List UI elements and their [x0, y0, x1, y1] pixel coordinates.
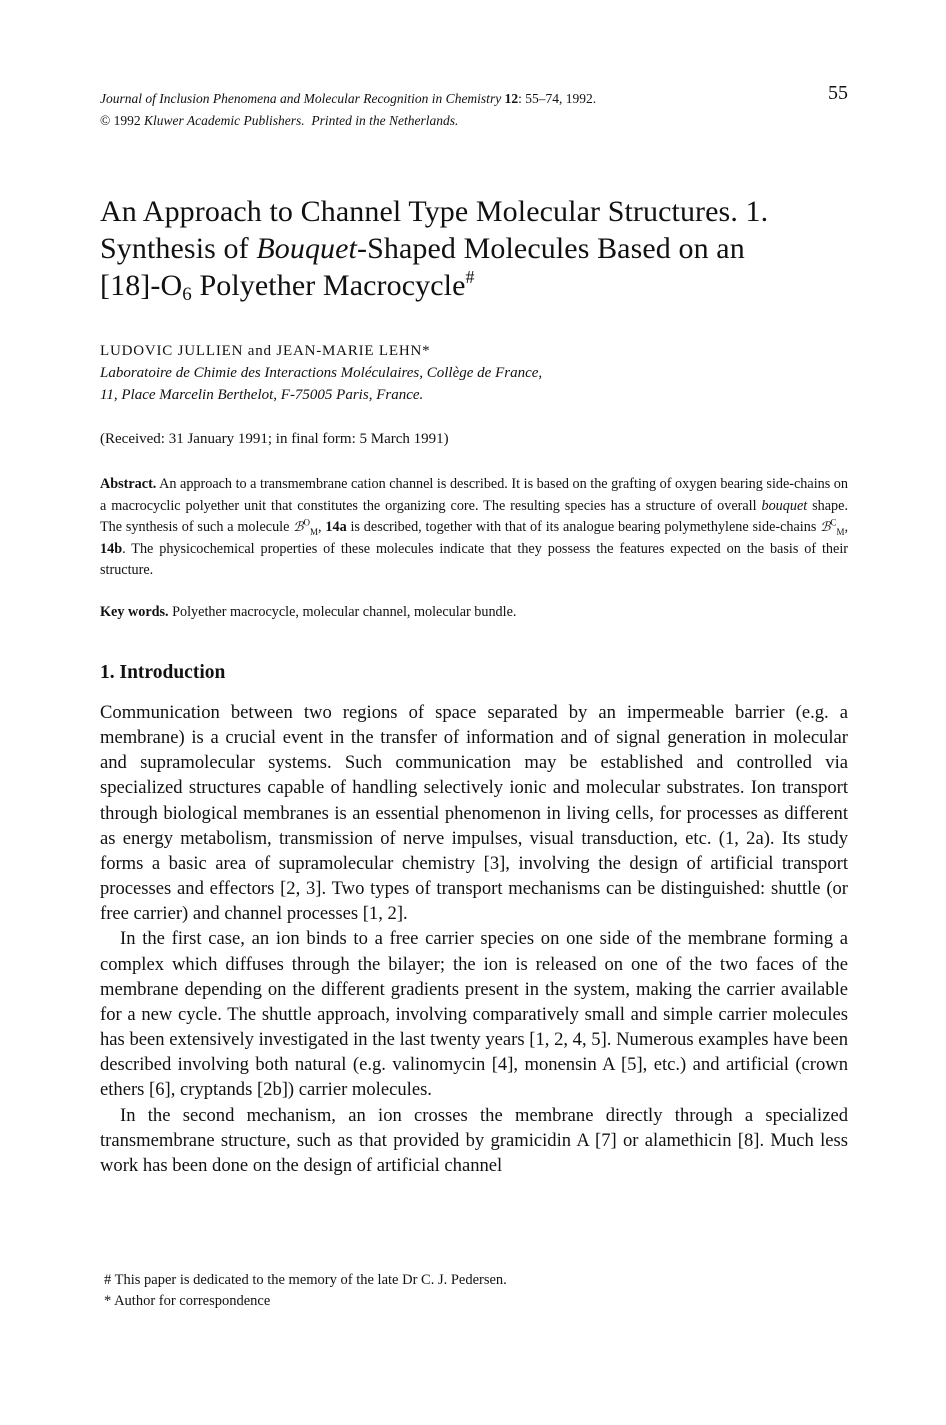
- footnote-mark: *: [104, 1293, 112, 1309]
- journal-name: Journal of Inclusion Phenomena and Molecular Recognition in Chemistry: [100, 91, 502, 106]
- paper-title: [100, 193, 860, 304]
- abstract-label: Abstract.: [100, 476, 157, 492]
- title-line-1: An Approach to Channel Type Molecular Structures. 1.: [100, 195, 769, 228]
- keywords-label: Key words.: [100, 604, 169, 620]
- title-italic: Bouquet: [256, 232, 357, 265]
- symbol-subscript: M: [309, 526, 318, 537]
- title-text: [18]-O: [100, 269, 183, 302]
- journal-citation: [100, 88, 740, 132]
- abstract-text: shape. The synthesis of such a molecule: [100, 497, 848, 535]
- paragraph-3: In the second mechanism, an ion crosses the membrane directly through a specialized transmembrane structure, such as that provided by gramicidin A [7] or alamethicin [8]. Much less work has been done on the design of artificial channel: [100, 1104, 848, 1176]
- footnote-mark: #: [104, 1272, 112, 1288]
- bouquet-symbol: ℬ: [820, 520, 831, 535]
- title-footnote-mark: #: [465, 267, 475, 287]
- title-line-2: [100, 230, 860, 267]
- symbol-superscript: C: [830, 517, 837, 528]
- affiliation-line-1: Laboratoire de Chimie des Interactions Moléculaires, Collège de France,: [100, 365, 543, 381]
- keywords-text: Polyether macrocycle, molecular channel, molecular bundle.: [168, 604, 517, 620]
- paragraph-1: Communication between two regions of space separated by an impermeable barrier (e.g. a membrane) is a crucial event in the transfer of information and of signal generation in molecular and supramolecular systems. Such communication may be established and controlled via specialized structures capable of handling selectively ionic and molecular substrates. Ion transport through biological membranes is an essential phenomenon in living cells, for processes as different as energy metabolism, transmission of nerve impulses, visual transduction, etc. (1, 2a). Its study forms a basic area of supramolecular chemistry [3], involving the design of artificial transport processes and effectors [2, 3]. Two types of transport mechanisms can be distinguished: shuttle (or free carrier) and channel processes [1, 2].: [100, 702, 848, 925]
- affiliation-line-2: 11, Place Marcelin Berthelot, F-75005 Paris, France.: [100, 387, 424, 403]
- paragraph-2: In the first case, an ion binds to a free carrier species on one side of the membrane forming a complex which diffuses through the bilayer; the ion is released on one of the two faces of the membrane depending on the different gradients present in the system, making the carrier available for a new cycle. The shuttle approach, involving comparatively small and simple carrier molecules has been extensively investigated in the last twenty years [1, 2, 4, 5]. Numerous examples have been described involving both natural (e.g. valinomycin [4], monensin A [5], etc.) and artificial (crown ethers [6], cryptands [2b]) carrier molecules.: [100, 928, 848, 1101]
- title-subscript: 6: [182, 284, 192, 305]
- section-heading-introduction: 1. Introduction: [100, 662, 226, 683]
- page-number: 55: [828, 82, 848, 104]
- footnote-text: This paper is dedicated to the memory of the late Dr C. J. Pedersen.: [111, 1272, 507, 1288]
- received-dates: (Received: 31 January 1991; in final form: 5 March 1991): [100, 431, 449, 447]
- journal-line-2: [100, 110, 740, 132]
- publisher: Kluwer Academic Publishers.: [144, 113, 305, 128]
- compound-14b: 14b: [100, 540, 123, 557]
- abstract-text: ,: [317, 519, 326, 535]
- title-text: Synthesis of: [100, 232, 257, 265]
- abstract-text: . The physicochemical properties of these molecules indicate that they possess the features expected on the basis of their structure.: [100, 540, 848, 578]
- bouquet-symbol: ℬ: [293, 520, 304, 535]
- footnote-dedication: [104, 1270, 804, 1291]
- introduction-body: [100, 700, 848, 1178]
- footnote-correspondence: [104, 1291, 804, 1312]
- title-text: Polyether Macrocycle: [191, 269, 466, 302]
- authors: LUDOVIC JULLIEN and JEAN-MARIE LEHN*: [100, 343, 431, 359]
- symbol-superscript: O: [303, 517, 310, 528]
- journal-volume: 12: [504, 91, 519, 106]
- compound-14a: 14a: [325, 519, 347, 535]
- abstract: [100, 474, 848, 582]
- affiliation: [100, 362, 800, 406]
- title-text: -Shaped Molecules Based on an: [357, 232, 745, 265]
- abstract-text: An approach to a transmembrane cation channel is described. It is based on the grafting of oxygen bearing side-chains on a macrocyclic polyether unit that constitutes the organizing core. The resulting species has a structure of overall: [100, 476, 848, 514]
- abstract-italic: bouquet: [761, 497, 808, 514]
- keywords: [100, 601, 848, 623]
- journal-pages-year: : 55–74, 1992.: [518, 91, 597, 106]
- journal-line-1: [100, 88, 740, 110]
- title-line-3: [100, 267, 860, 304]
- printed-in: Printed in the Netherlands.: [311, 113, 459, 128]
- symbol-subscript: M: [836, 526, 845, 537]
- footnote-text: Author for correspondence: [111, 1293, 271, 1309]
- abstract-text: ,: [844, 519, 848, 535]
- copyright: © 1992: [100, 113, 141, 128]
- abstract-text: is described, together with that of its analogue bearing polymethylene side-chains: [346, 519, 821, 535]
